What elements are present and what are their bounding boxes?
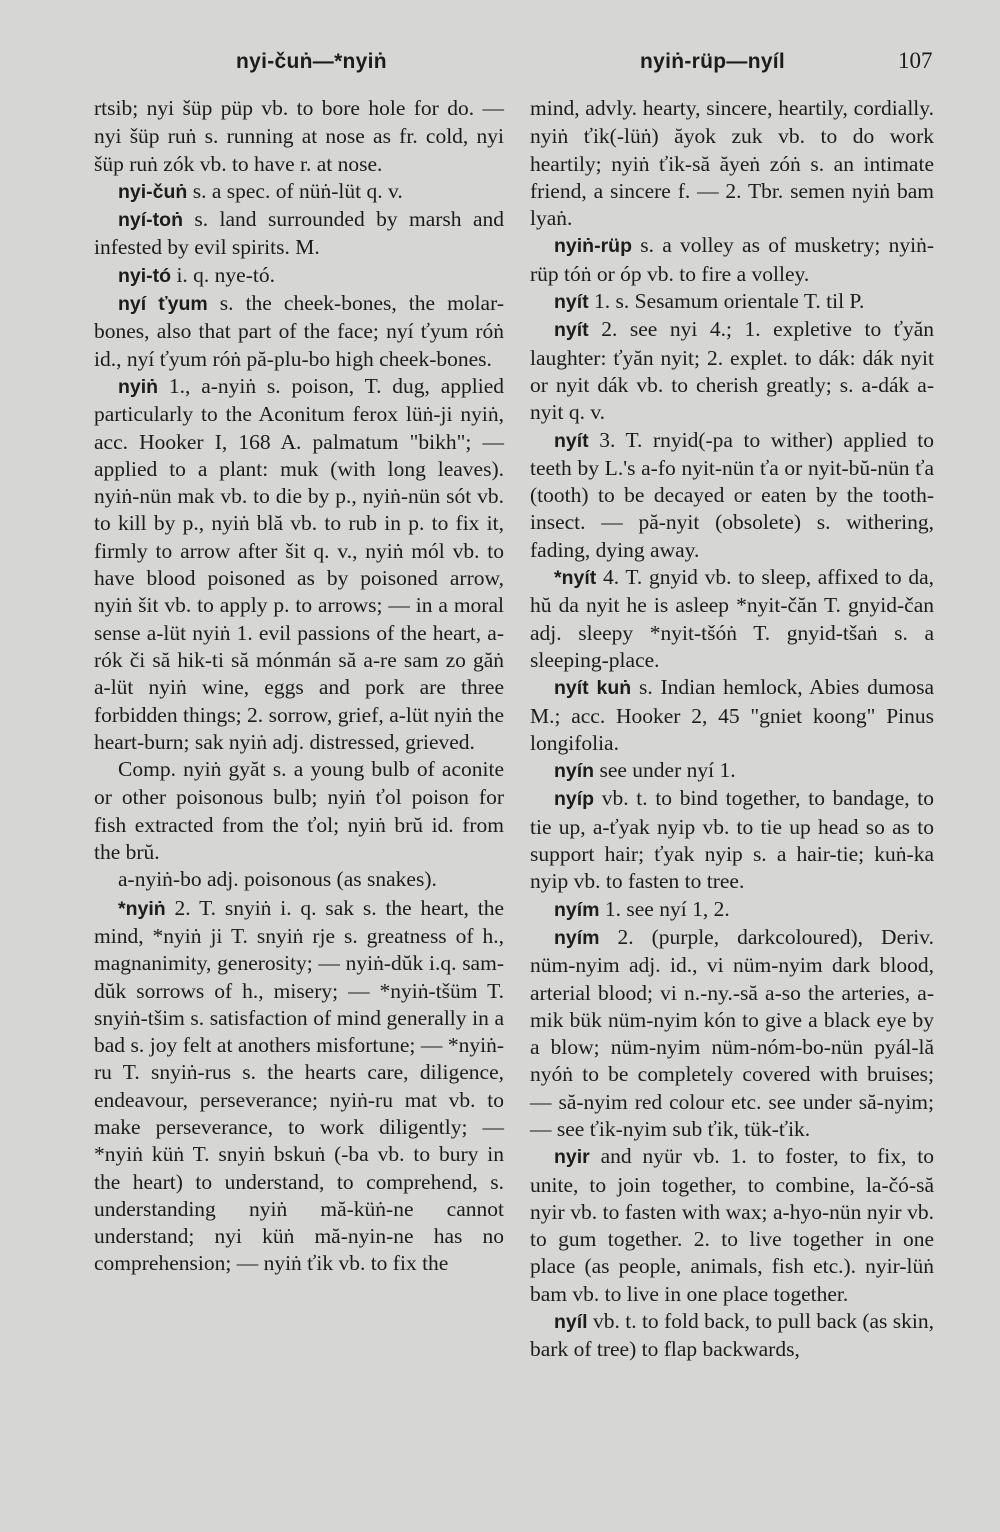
headword: nyiṅ — [118, 375, 159, 398]
headword: nyi-čuṅ — [118, 180, 188, 203]
headword: nyít — [554, 429, 589, 452]
headword: nyi-tó — [118, 264, 172, 287]
entry: nyí-toṅ s. land surrounded by marsh and infested by evil spirits. M. — [94, 207, 504, 260]
entry: nyí ťyum s. the cheek-bones, the molar-bones, also that part of the face; nyí ťyum róṅ id., nyí ťyum róṅ pă-plu-bo high cheek-bones. — [94, 291, 504, 371]
entry: nyít 2. see nyi 4.; 1. expletive to ťyăn laughter: ťyăn nyit; 2. explet. to dák: dák nyit or nyit dák vb. to cherish greatly; s. a-dák a-nyit q. v. — [530, 317, 934, 425]
headword: *nyiṅ — [118, 897, 166, 920]
entry: nyíp vb. t. to bind together, to bandage, to tie up, a-ťyak nyip vb. to tie up head so as to support hair; ťyak nyip s. a hair-tie; kuṅ-ka nyip vb. to fasten to tree. — [530, 786, 934, 894]
headword: *nyít — [554, 567, 597, 590]
entry: nyín see under nyí 1. — [554, 758, 736, 783]
right-column — [530, 95, 934, 1364]
entry: *nyít 4. T. gnyid vb. to sleep, affixed to da, hŭ da nyit he is asleep *nyit-čăn T. gnyid-čan adj. sleepy *nyit-tšóṅ T. gnyid-tšaṅ s. a sleeping-place. — [530, 565, 934, 672]
entry: nyít 3. T. rnyid(-pa to wither) applied to teeth by L.'s a-fo nyit-nün ťa or nyit-bŭ-nün ťa (tooth) to be decayed or eaten by the tooth-insect. — pă-nyit (obsolete) s. withering, fading, dying away. — [530, 427, 934, 562]
page-number: 107 — [898, 48, 933, 73]
headword: nyín — [554, 760, 595, 783]
entry: nyím 1. see nyí 1, 2. — [554, 896, 730, 921]
headword: nyím — [554, 898, 600, 921]
entry: *nyiṅ 2. T. snyiṅ i. q. sak s. the heart, the mind, *nyiṅ ji T. snyiṅ rje s. greatness of h., magnanimity, generosity; — nyiṅ-dŭk i.q. sam-dŭk sorrows of h., misery; — *nyiṅ-tšüm T. snyiṅ-tšim s. satisfaction of mind generally in a bad s. joy felt at anothers misfortune; — *nyiṅ-ru T. snyiṅ-rus s. the hearts care, diligence, endeavour, perseverance; nyiṅ-ru mat vb. to make perseverance, to work diligently; — *nyiṅ küṅ T. snyiṅ bskuṅ (-ba vb. to bury in the heart) to understand, to comprehend, s. understanding nyiṅ mă-küṅ-ne cannot understand; nyi küṅ mă-nyin-ne has no comprehension; — nyiṅ ťik vb. to fix the — [94, 895, 504, 1276]
entry: nyíl vb. t. to fold back, to pull back (as skin, bark of tree) to flap backwards, — [530, 1309, 934, 1362]
running-header-right: nyiṅ-rüp—nyíl — [640, 50, 786, 73]
headword: nyít kuṅ — [554, 677, 632, 700]
running-header-left: nyi-čuṅ—*nyiṅ — [236, 50, 387, 73]
headword: nyím — [554, 926, 600, 949]
entry: rtsib; nyi šüp püp vb. to bore hole for do. — nyi šüp ruṅ s. running at nose as fr. cold, nyi šüp ruṅ zók vb. to have r. at nose. — [94, 96, 504, 176]
headword: nyí-toṅ — [118, 209, 183, 232]
entry: mind, advly. hearty, sincere, heartily, cordially. nyiṅ ťik(-lüṅ) ăyok zuk vb. to do work heartily; nyiṅ ťik-să ăyeṅ zóṅ s. an intimate friend, a sincere f. — 2. Tbr. semen nyiṅ bam lyaṅ. — [530, 96, 934, 231]
headword: nyíl — [554, 1311, 588, 1334]
headword: nyít — [554, 319, 589, 342]
entry: a-nyiṅ-bo adj. poisonous (as snakes). — [118, 867, 437, 892]
headword: nyí ťyum — [118, 293, 208, 316]
entry: nyím 2. (purple, darkcoloured), Deriv. nüm-nyim adj. id., vi nüm-nyim dark blood, arterial blood; vi n.-ny.-să a-so the arteries, a-mik bük nüm-nyim kón to give a black eye by a blow; nüm-nyim nüm-nóm-bo-nün pyál-lă nyóṅ to be completely covered with bruises; — să-nyim red colour etc. see under să-nyim; — see ťik-nyim sub ťik, tük-ťik. — [530, 924, 934, 1141]
entry: nyir and nyür vb. 1. to foster, to fix, to unite, to join together, to combine, la-čó-să nyir vb. to fasten with wax; a-hyo-nün nyir vb. to gum together. 2. to live together in one place (as people, animals, fish etc.). nyir-lüṅ bam vb. to live in one place together. — [530, 1144, 934, 1306]
headword: nyít — [554, 291, 589, 314]
headword: nyíp — [554, 788, 595, 811]
entry: Comp. nyiṅ gyăt s. a young bulb of aconite or other poisonous bulb; nyiṅ ťol poison for fish extracted from the ťol; nyiṅ brŭ id. from the brŭ. — [94, 757, 504, 865]
entry: nyít 1. s. Sesamum orientale T. til P. — [554, 289, 865, 314]
entry: nyiṅ-rüp s. a volley as of musketry; nyiṅ-rüp tóṅ or óp vb. to fire a volley. — [530, 233, 934, 286]
headword: nyiṅ-rüp — [554, 235, 632, 258]
left-column — [94, 95, 504, 1278]
entry: nyiṅ 1., a-nyiṅ s. poison, T. dug, applied particularly to the Aconitum ferox lüṅ-ji nyiṅ, acc. Hooker I, 168 A. palmatum "bikh"; — applied to a plant: muk (with long leaves). nyiṅ-nün mak vb. to die by p., nyiṅ-nün sót vb. to kill by p., nyiṅ blă vb. to rub in p. to fix it, firmly to arrow after šit q. v., nyiṅ mól vb. to have blood poisoned as by poisoned arrow, nyiṅ šit vb. to apply p. to arrows; — in a moral sense a-lüt nyiṅ 1. evil passions of the heart, a-rók či să hik-ti să mónmán să a-re sam zo găṅ a-lüt nyiṅ wine, eggs and pork are three forbidden things; 2. sorrow, grief, a-lüt nyiṅ the heart-burn; sak nyiṅ adj. distressed, grieved. — [94, 373, 504, 754]
entry: nyít kuṅ s. Indian hemlock, Abies dumosa M.; acc. Hooker 2, 45 "gniet koong" Pinus longifolia. — [530, 675, 934, 755]
entry: nyi-tó i. q. nye-tó. — [118, 262, 275, 287]
entry: nyi-čuṅ s. a spec. of nüṅ-lüt q. v. — [118, 178, 403, 203]
headword: nyir — [554, 1146, 590, 1169]
